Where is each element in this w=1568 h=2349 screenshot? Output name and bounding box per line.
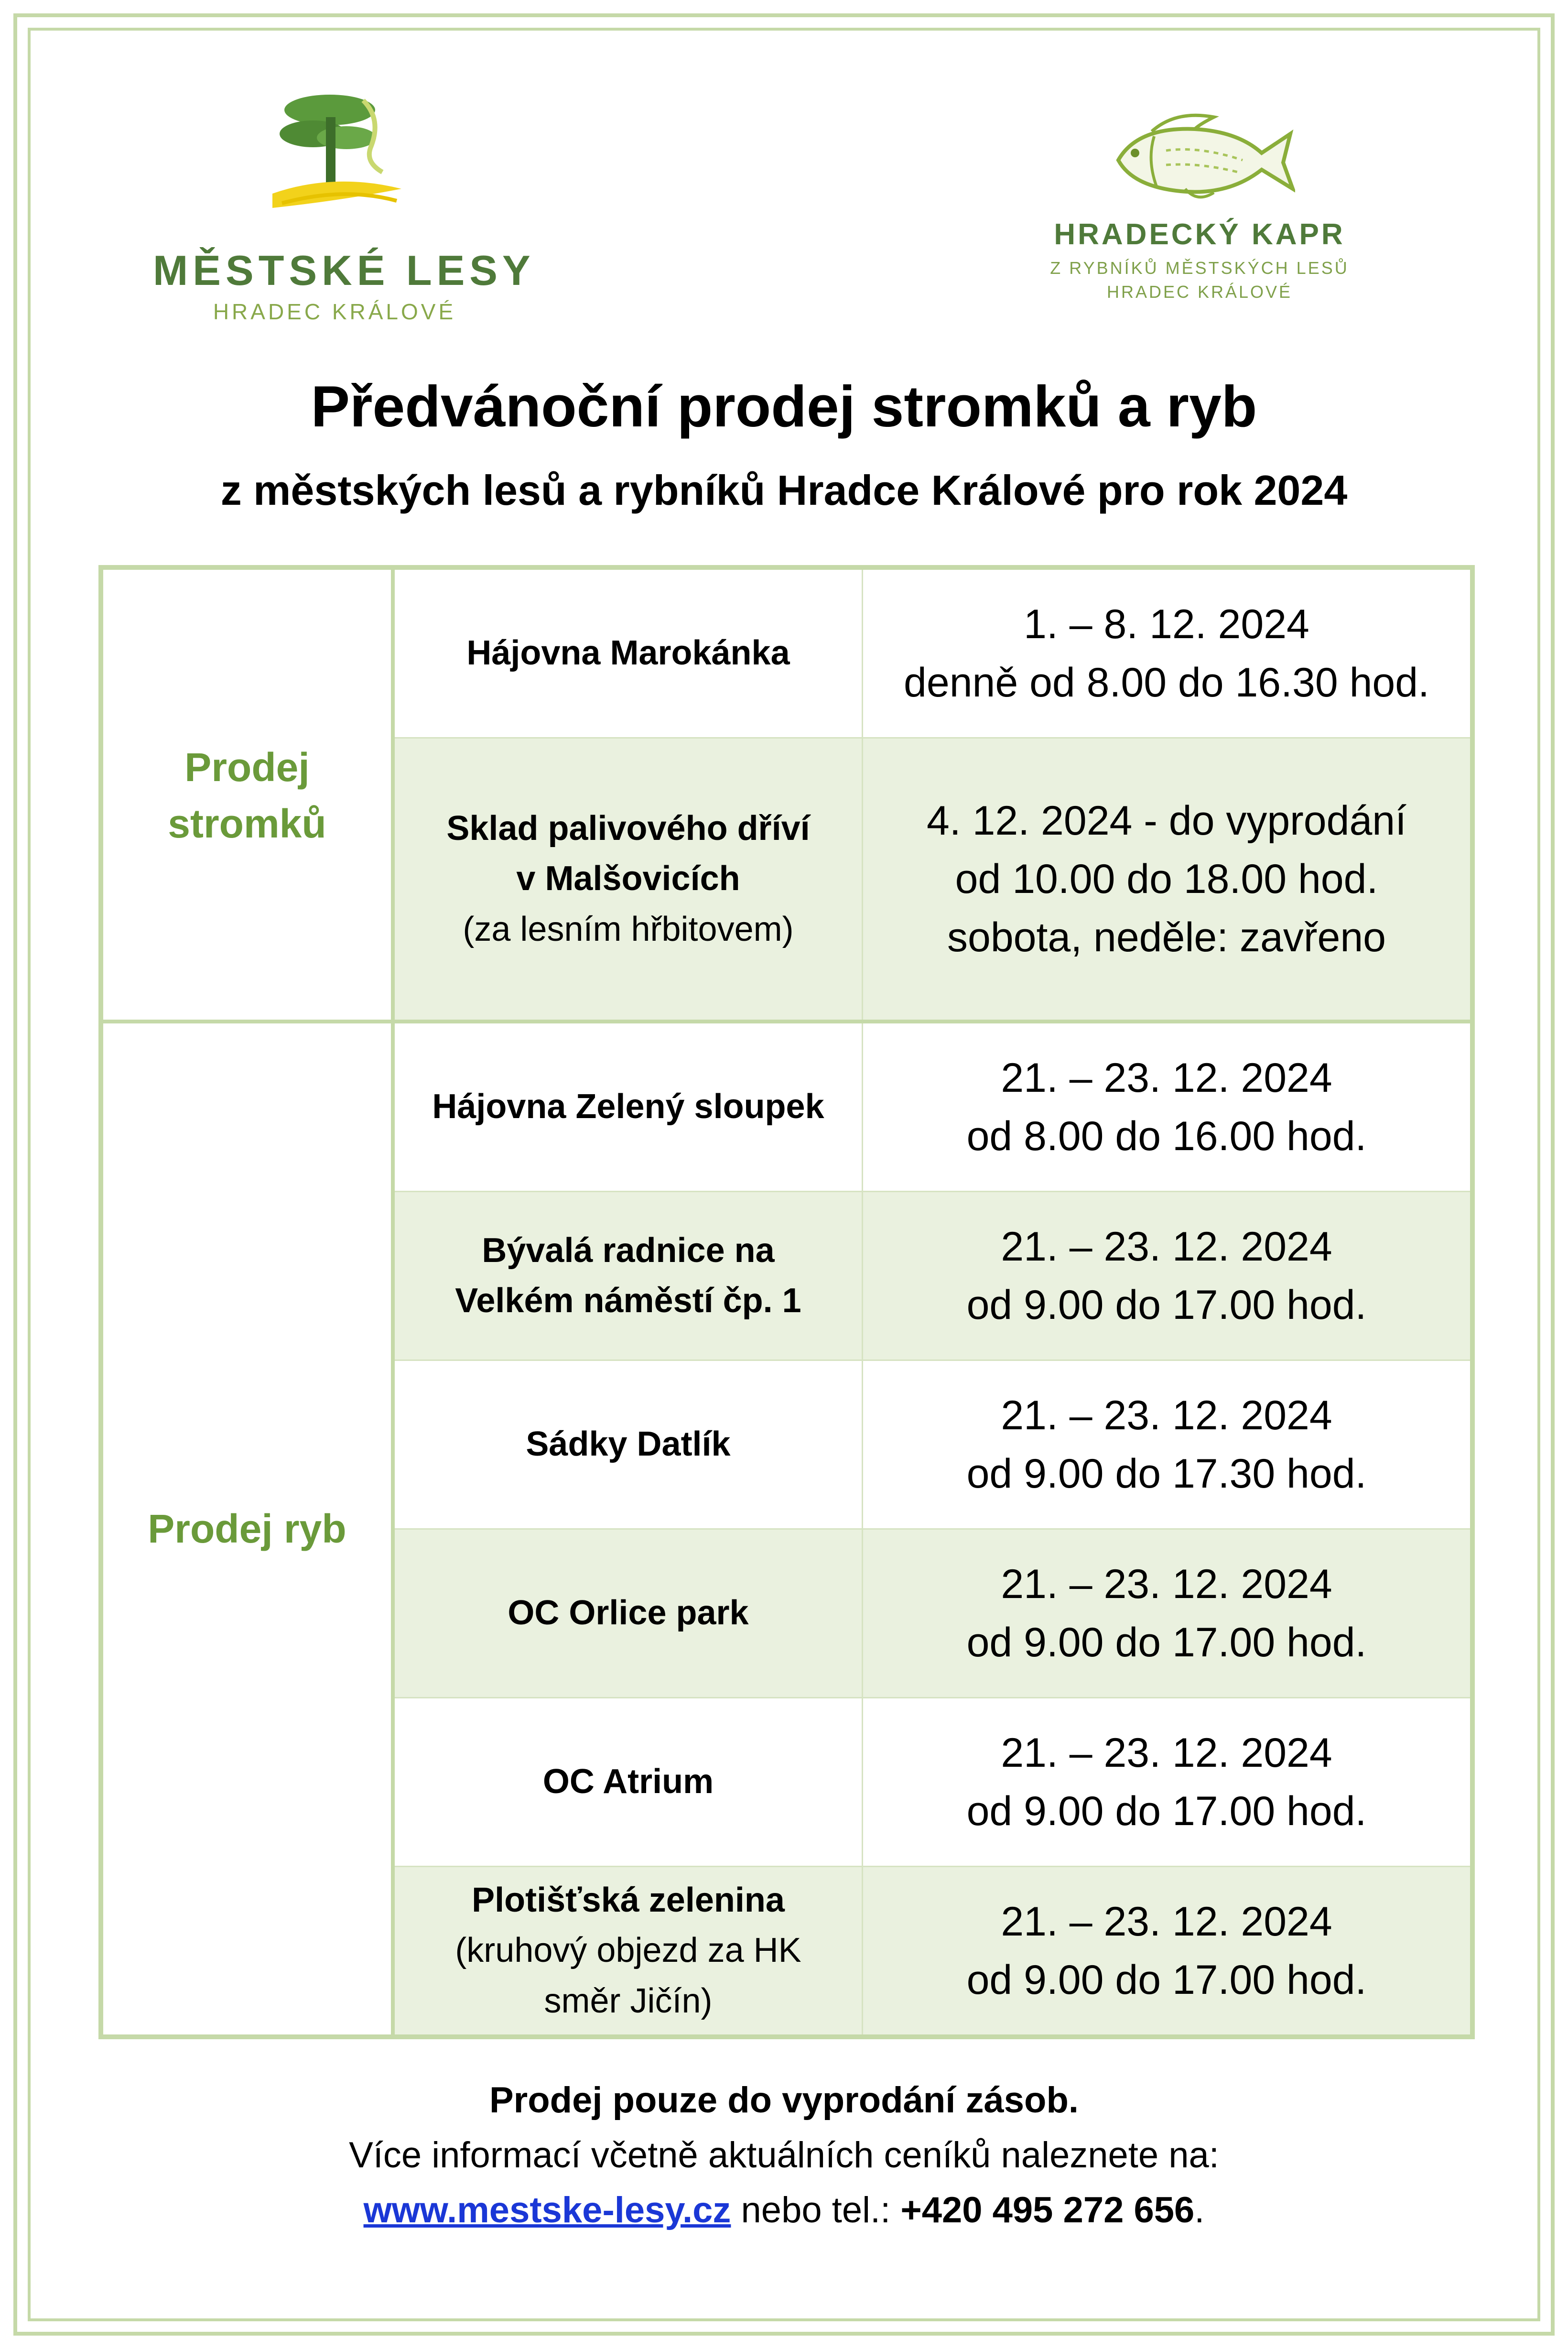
location-name: Bývalá radnice na (482, 1231, 775, 1270)
schedule-date: 21. – 23. 12. 2024 (1001, 1729, 1332, 1776)
logo-left-sub: HRADEC KRÁLOVÉ (213, 299, 456, 324)
table-row (395, 739, 1470, 1020)
row-schedule (863, 739, 1470, 1020)
location-name: Hájovna Marokánka (466, 634, 790, 673)
row-schedule (863, 570, 1470, 737)
row-location (395, 1867, 863, 2034)
schedule-time: od 9.00 do 17.00 hod. (966, 1957, 1367, 2003)
logo-left-name: MĚSTSKÉ LESY (153, 247, 535, 294)
schedule-date: 21. – 23. 12. 2024 (1001, 1392, 1332, 1438)
location-name-line2: v Malšovicích (516, 859, 740, 898)
row-location (395, 1192, 863, 1359)
mestske-lesy-logo (153, 81, 535, 330)
footer-contact (0, 2189, 1568, 2231)
row-location (395, 739, 863, 1020)
row-location (395, 1361, 863, 1528)
location-name: OC Orlice park (508, 1594, 749, 1632)
group-label-fish (103, 1023, 395, 2034)
footer-info: Více informací včetně aktuálních ceníků naleznete na: (349, 2135, 1219, 2175)
schedule-time: denně od 8.00 do 16.30 hod. (904, 660, 1429, 706)
page-title: Předvánoční prodej stromků a ryb (311, 374, 1257, 439)
schedule-date: 1. – 8. 12. 2024 (1024, 601, 1309, 647)
location-name: OC Atrium (542, 1762, 714, 1801)
row-schedule (863, 1698, 1470, 1866)
schedule-date: 21. – 23. 12. 2024 (1001, 1561, 1332, 1607)
group-label-fish-text: Prodej ryb (148, 1506, 346, 1551)
logo-right-sub1: Z RYBNÍKŮ MĚSTSKÝCH LESŮ (1050, 258, 1349, 278)
schedule-time: od 10.00 do 18.00 hod. (955, 856, 1378, 902)
schedule-time: od 9.00 do 17.00 hod. (966, 1620, 1367, 1665)
logo-right-name: HRADECKÝ KAPR (1054, 218, 1345, 251)
hradecky-kapr-logo (1042, 108, 1357, 308)
location-name: Hájovna Zelený sloupek (432, 1088, 824, 1126)
schedule-date: 21. – 23. 12. 2024 (1001, 1223, 1332, 1270)
table-row (395, 1361, 1470, 1528)
table-row (395, 1192, 1470, 1359)
location-note: (kruhový objezd za HK (455, 1931, 801, 1970)
location-note-line2: směr Jičín) (544, 1981, 713, 2020)
row-location (395, 1698, 863, 1866)
table-row (395, 1023, 1470, 1191)
table-row (395, 1867, 1470, 2034)
tree-icon (263, 81, 406, 210)
schedule-date: 21. – 23. 12. 2024 (1001, 1055, 1332, 1101)
schedule-date: 4. 12. 2024 - do vyprodání (926, 797, 1407, 844)
schedule-time: od 9.00 do 17.00 hod. (966, 1788, 1367, 1834)
schedule-table (98, 565, 1475, 2039)
schedule-date: 21. – 23. 12. 2024 (1001, 1898, 1332, 1945)
table-row (395, 1530, 1470, 1697)
table-row (395, 570, 1470, 737)
schedule-extra: sobota, neděle: zavřeno (947, 914, 1386, 961)
page-subtitle: z městských lesů a rybníků Hradce Králové pro rok 2024 (220, 467, 1348, 514)
schedule-time: od 9.00 do 17.00 hod. (966, 1282, 1367, 1328)
row-schedule (863, 1192, 1470, 1359)
location-note: (za lesním hřbitovem) (463, 910, 794, 948)
row-schedule (863, 1023, 1470, 1191)
phone-number: +420 495 272 656 (900, 2190, 1195, 2230)
group-label-trees-text: Prodej stromků (168, 744, 326, 846)
location-name: Plotišťská zelenina (472, 1881, 785, 1920)
row-location (395, 1023, 863, 1191)
footer-contact-end: . (1194, 2190, 1205, 2230)
location-name: Sklad palivového dříví (446, 809, 810, 848)
group-separator (103, 1020, 1470, 1023)
table-row (395, 1698, 1470, 1866)
logo-right-sub2: HRADEC KRÁLOVÉ (1106, 282, 1293, 302)
group-label-trees (103, 570, 395, 1022)
schedule-time: od 8.00 do 16.00 hod. (966, 1113, 1367, 1159)
website-link[interactable]: www.mestske-lesy.cz (363, 2190, 731, 2230)
row-schedule (863, 1867, 1470, 2034)
row-schedule (863, 1530, 1470, 1697)
row-location (395, 570, 863, 737)
location-name: Sádky Datlík (526, 1425, 731, 1464)
row-location (395, 1530, 863, 1697)
footer-note: Prodej pouze do vyprodání zásob. (489, 2080, 1079, 2121)
footer-contact-middle: nebo tel.: (731, 2190, 901, 2230)
location-name-line2: Velkém náměstí čp. 1 (455, 1282, 801, 1320)
schedule-time: od 9.00 do 17.30 hod. (966, 1451, 1367, 1497)
row-schedule (863, 1361, 1470, 1528)
carp-icon (1104, 108, 1295, 208)
